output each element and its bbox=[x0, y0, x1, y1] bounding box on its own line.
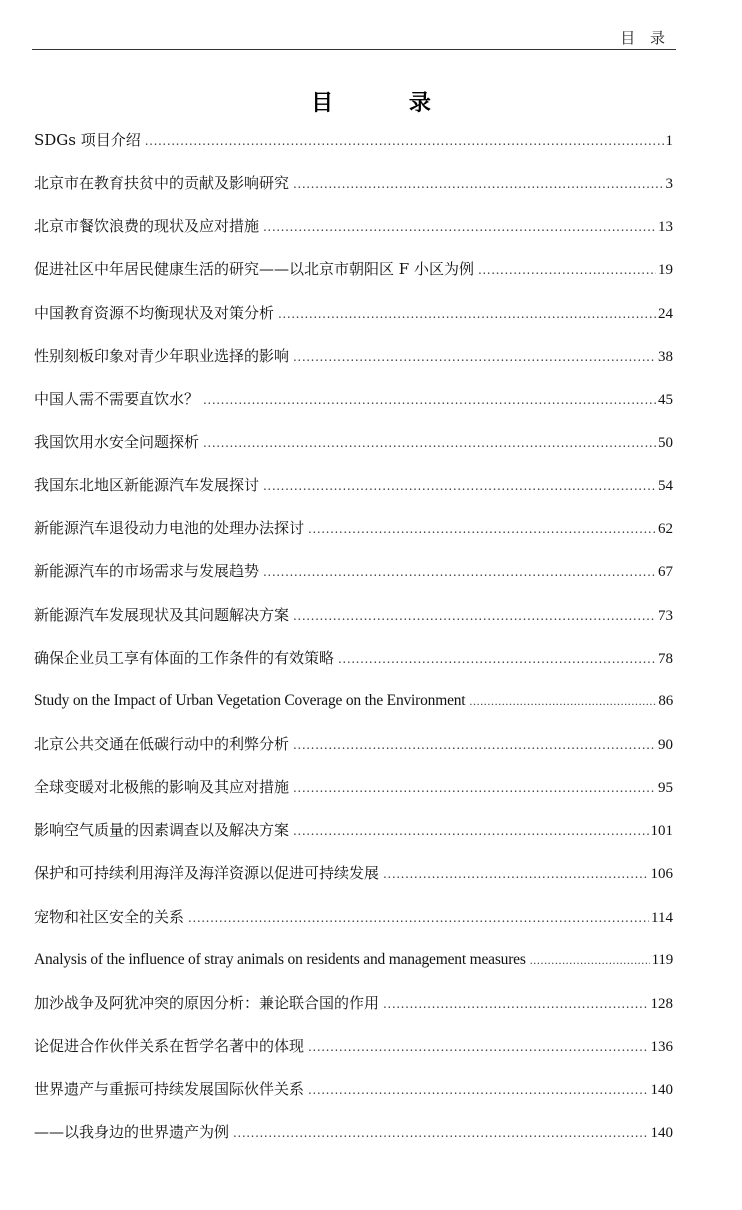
dot-leader bbox=[308, 1076, 648, 1104]
toc-entry-page: 101 bbox=[650, 823, 673, 840]
toc-entry-page: 90 bbox=[658, 736, 673, 753]
toc-entry-ev-battery[interactable] bbox=[34, 514, 673, 557]
dot-leader bbox=[338, 645, 656, 673]
toc-entry-food-waste[interactable] bbox=[34, 212, 673, 255]
toc-entry-page: 13 bbox=[658, 219, 673, 236]
toc-entry-title[interactable]: 新能源汽车退役动力电池的处理办法探讨 bbox=[34, 519, 305, 538]
toc-entry-page: 128 bbox=[650, 995, 673, 1012]
toc-entry-title[interactable]: 性别刻板印象对青少年职业选择的影响 bbox=[34, 346, 290, 365]
toc-entry-education-poverty[interactable] bbox=[34, 169, 673, 212]
toc-entry-title[interactable]: Analysis of the influence of stray animals on residents and management measures bbox=[34, 950, 526, 968]
dot-leader bbox=[293, 774, 656, 802]
dot-leader bbox=[293, 602, 656, 630]
toc-entry-air-quality[interactable] bbox=[34, 816, 673, 859]
toc-entry-title[interactable]: 北京公共交通在低碳行动中的利弊分析 bbox=[34, 734, 290, 753]
toc-entry-page: 86 bbox=[658, 692, 673, 709]
dot-leader bbox=[203, 429, 656, 457]
dot-leader bbox=[263, 558, 656, 586]
toc-entry-page: 140 bbox=[650, 1125, 673, 1142]
toc-entry-title[interactable]: 确保企业员工享有体面的工作条件的有效策略 bbox=[34, 648, 335, 667]
toc-entry-ocean-resources[interactable] bbox=[34, 859, 673, 902]
dot-leader bbox=[383, 990, 648, 1018]
toc-entry-public-transport[interactable] bbox=[34, 730, 673, 773]
header-divider bbox=[32, 49, 676, 50]
toc-entry-page: 19 bbox=[658, 262, 673, 279]
dot-leader bbox=[278, 300, 656, 328]
dot-leader bbox=[293, 817, 648, 845]
toc-entry-title[interactable]: 论促进合作伙伴关系在哲学名著中的体现 bbox=[34, 1036, 305, 1055]
toc-entry-title[interactable]: SDGs 项目介绍 bbox=[34, 131, 141, 149]
toc-entry-page: 1 bbox=[665, 133, 673, 149]
toc-entry-title[interactable]: 保护和可持续利用海洋及海洋资源以促进可持续发展 bbox=[34, 864, 380, 883]
toc-entry-page: 73 bbox=[658, 607, 673, 624]
toc-entry-page: 67 bbox=[658, 564, 673, 581]
table-of-contents bbox=[34, 126, 673, 1161]
toc-entry-direct-drinking-water[interactable] bbox=[34, 385, 673, 428]
dot-leader bbox=[383, 860, 648, 888]
toc-entry-page: 45 bbox=[658, 391, 673, 408]
toc-entry-title[interactable]: 影响空气质量的因素调查以及解决方案 bbox=[34, 821, 290, 840]
toc-entry-page: 24 bbox=[658, 305, 673, 322]
toc-entry-title[interactable]: 加沙战争及阿犹冲突的原因分析：兼论联合国的作用 bbox=[34, 993, 380, 1012]
toc-entry-polar-bears[interactable] bbox=[34, 773, 673, 816]
toc-entry-ev-market[interactable] bbox=[34, 557, 673, 600]
toc-entry-title[interactable]: 新能源汽车的市场需求与发展趋势 bbox=[34, 562, 260, 581]
toc-entry-title[interactable]: 全球变暖对北极熊的影响及其应对措施 bbox=[34, 778, 290, 797]
dot-leader bbox=[263, 213, 656, 241]
toc-entry-title[interactable]: 世界遗产与重振可持续发展国际伙伴关系 bbox=[34, 1080, 305, 1099]
dot-leader bbox=[469, 687, 656, 715]
toc-entry-title[interactable]: 北京市在教育扶贫中的贡献及影响研究 bbox=[34, 174, 290, 193]
toc-entry-gaza-conflict[interactable] bbox=[34, 989, 673, 1032]
dot-leader bbox=[308, 515, 656, 543]
dot-leader bbox=[308, 1033, 648, 1061]
toc-entry-title[interactable]: 中国教育资源不均衡现状及对策分析 bbox=[34, 303, 275, 322]
toc-entry-world-heritage-subtitle[interactable] bbox=[34, 1118, 673, 1161]
toc-entry-title[interactable]: ——以我身边的世界遗产为例 bbox=[34, 1123, 230, 1142]
toc-entry-page: 54 bbox=[658, 478, 673, 495]
toc-entry-pets-community[interactable] bbox=[34, 903, 673, 946]
toc-entry-page: 50 bbox=[658, 434, 673, 451]
dot-leader bbox=[145, 127, 664, 155]
toc-entry-page: 140 bbox=[650, 1082, 673, 1099]
toc-entry-gender-stereotypes[interactable] bbox=[34, 342, 673, 385]
toc-entry-community-health[interactable] bbox=[34, 255, 673, 298]
toc-entry-page: 136 bbox=[650, 1038, 673, 1055]
toc-entry-title[interactable]: 新能源汽车发展现状及其问题解决方案 bbox=[34, 605, 290, 624]
toc-entry-page: 119 bbox=[651, 951, 673, 968]
toc-entry-ev-development[interactable] bbox=[34, 601, 673, 644]
dot-leader bbox=[478, 256, 656, 284]
toc-entry-water-safety[interactable] bbox=[34, 428, 673, 471]
toc-entry-urban-vegetation[interactable] bbox=[34, 687, 673, 730]
toc-entry-title[interactable]: Study on the Impact of Urban Vegetation Coverage on the Environment bbox=[34, 691, 466, 709]
dot-leader bbox=[530, 946, 650, 974]
dot-leader bbox=[263, 472, 656, 500]
toc-entry-title[interactable]: 北京市餐饮浪费的现状及应对措施 bbox=[34, 217, 260, 236]
running-header: 目 录 bbox=[620, 29, 670, 47]
dot-leader bbox=[203, 386, 656, 414]
toc-entry-title[interactable]: 促进社区中年居民健康生活的研究——以北京市朝阳区 F 小区为例 bbox=[34, 260, 474, 279]
toc-entry-page: 114 bbox=[651, 909, 673, 926]
toc-entry-world-heritage[interactable] bbox=[34, 1075, 673, 1118]
dot-leader bbox=[293, 731, 656, 759]
toc-entry-page: 3 bbox=[665, 176, 673, 193]
toc-entry-title[interactable]: 我国饮用水安全问题探析 bbox=[34, 432, 200, 451]
dot-leader bbox=[293, 170, 663, 198]
toc-entry-decent-work[interactable] bbox=[34, 644, 673, 687]
toc-entry-page: 62 bbox=[658, 521, 673, 538]
toc-entry-page: 106 bbox=[650, 866, 673, 883]
page-title: 目 录 bbox=[311, 91, 465, 116]
toc-entry-page: 38 bbox=[658, 348, 673, 365]
toc-entry-partnership-philosophy[interactable] bbox=[34, 1032, 673, 1075]
toc-entry-stray-animals[interactable] bbox=[34, 946, 673, 989]
toc-entry-ev-northeast[interactable] bbox=[34, 471, 673, 514]
dot-leader bbox=[188, 904, 649, 932]
toc-entry-sdgs-intro[interactable] bbox=[34, 126, 673, 169]
dot-leader bbox=[293, 343, 656, 371]
toc-entry-title[interactable]: 我国东北地区新能源汽车发展探讨 bbox=[34, 476, 260, 495]
toc-entry-page: 95 bbox=[658, 780, 673, 797]
dot-leader bbox=[233, 1119, 648, 1147]
toc-entry-page: 78 bbox=[658, 650, 673, 667]
toc-entry-title[interactable]: 中国人需不需要直饮水？ bbox=[34, 389, 200, 408]
toc-entry-education-resources[interactable] bbox=[34, 299, 673, 342]
toc-entry-title[interactable]: 宠物和社区安全的关系 bbox=[34, 907, 185, 926]
